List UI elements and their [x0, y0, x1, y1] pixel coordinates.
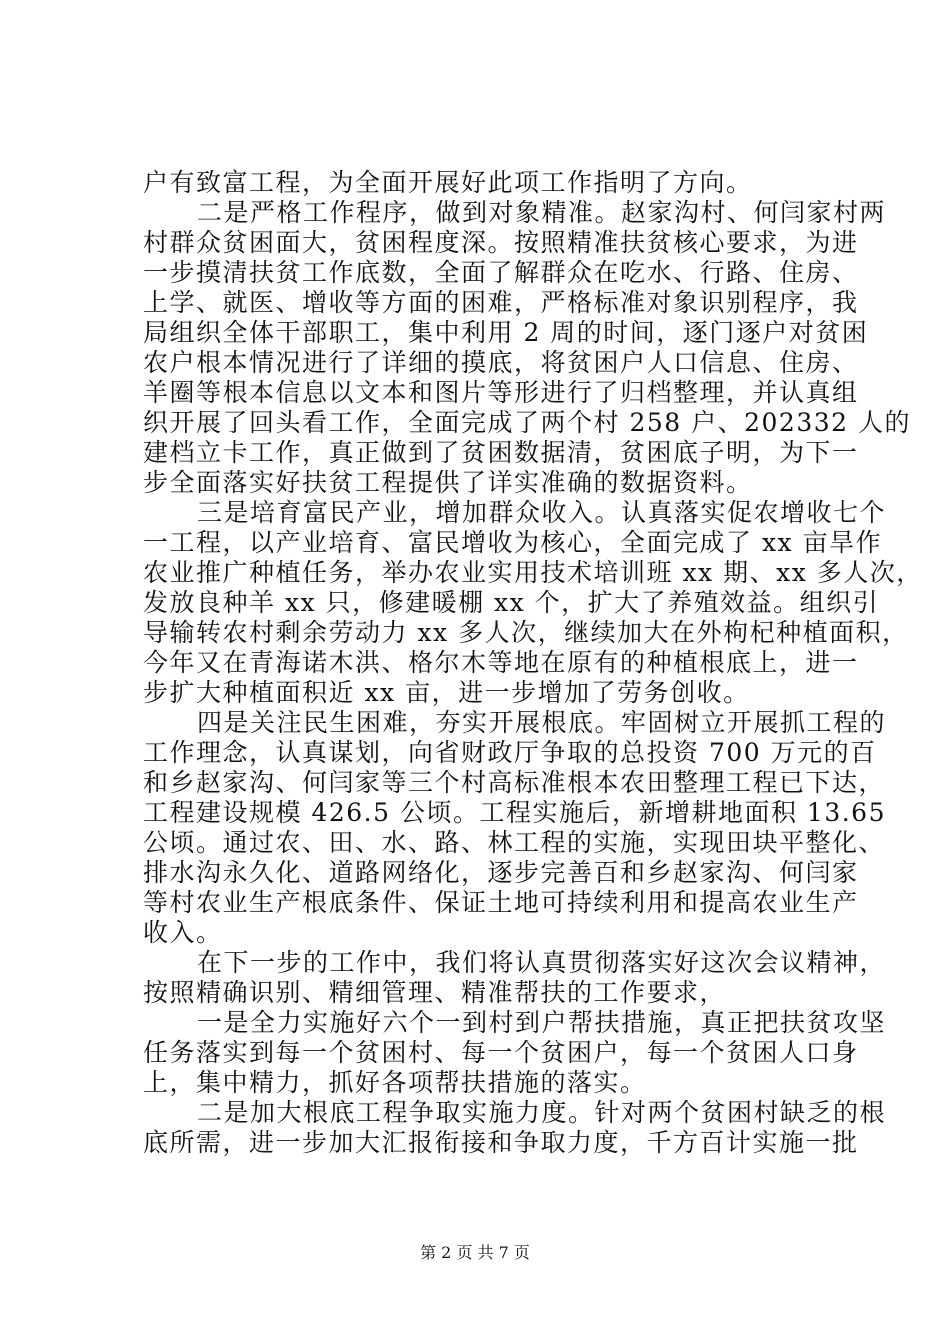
paragraph-first-line: 四是关注民生困难，夯实开展根底。牢固树立开展抓工程的	[197, 708, 887, 737]
text-line: 公顷。通过农、田、水、路、林工程的实施，实现田块平整化、	[143, 828, 886, 857]
text-line: 底所需，进一步加大汇报衔接和争取力度，千方百计实施一批	[143, 1128, 859, 1157]
text-line: 收入。	[143, 918, 223, 947]
text-line: 工程建设规模 426.5 公顷。工程实施后，新增耕地面积 13.65	[143, 798, 886, 827]
text-line: 农户根本情况进行了详细的摸底，将贫困户人口信息、住房、	[143, 348, 859, 377]
text-line: 和乡赵家沟、何闫家等三个村高标准根本农田整理工程已下达，	[143, 768, 886, 797]
text-line: 一步摸清扶贫工作底数，全面了解群众在吃水、行路、住房、	[143, 258, 859, 287]
paragraph-first-line: 三是培育富民产业，增加群众收入。认真落实促农增收七个	[197, 498, 887, 527]
text-line: 羊圈等根本信息以文本和图片等形进行了归档整理，并认真组	[143, 378, 859, 407]
text-line: 步全面落实好扶贫工程提供了详实准确的数据资料。	[143, 468, 753, 497]
text-line: 按照精确识别、精细管理、精准帮扶的工作要求，	[143, 978, 727, 1007]
text-line: 户有致富工程，为全面开展好此项工作指明了方向。	[143, 168, 753, 197]
document-body	[143, 168, 923, 1158]
text-line: 任务落实到每一个贫困村、每一个贫困户，每一个贫困人口身	[143, 1038, 859, 1067]
paragraph-first-line: 一是全力实施好六个一到村到户帮扶措施，真正把扶贫攻坚	[197, 1008, 887, 1037]
text-line: 一工程，以产业培育、富民增收为核心，全面完成了 xx 亩旱作	[143, 528, 883, 557]
text-line: 村群众贫困面大，贫困程度深。按照精准扶贫核心要求，为进	[143, 228, 859, 257]
text-line: 上，集中精力，抓好各项帮扶措施的落实。	[143, 1068, 647, 1097]
paragraph-first-line: 二是加大根底工程争取实施力度。针对两个贫困村缺乏的根	[197, 1098, 887, 1127]
text-line: 等村农业生产根底条件、保证土地可持续利用和提高农业生产	[143, 888, 859, 917]
text-line: 织开展了回头看工作，全面完成了两个村 258 户、202332 人的	[143, 408, 911, 437]
text-line: 局组织全体干部职工，集中利用 2 周的时间，逐门逐户对贫困	[143, 318, 869, 347]
text-line: 导输转农村剩余劳动力 xx 多人次，继续加大在外枸杞种植面积，	[143, 618, 909, 647]
text-line: 农业推广种植任务，举办农业实用技术培训班 xx 期、xx 多人次，	[143, 558, 923, 587]
paragraph-first-line: 二是严格工作程序，做到对象精准。赵家沟村、何闫家村两	[197, 198, 887, 227]
text-line: 上学、就医、增收等方面的困难，严格标准对象识别程序，我	[143, 288, 859, 317]
text-line: 排水沟永久化、道路网络化，逐步完善百和乡赵家沟、何闫家	[143, 858, 859, 887]
text-line: 步扩大种植面积近 xx 亩，进一步增加了劳务创收。	[143, 678, 750, 707]
text-line: 发放良种羊 xx 只，修建暖棚 xx 个，扩大了养殖效益。组织引	[143, 588, 880, 617]
paragraph-first-line: 在下一步的工作中，我们将认真贯彻落实好这次会议精神，	[197, 948, 887, 977]
text-line: 建档立卡工作，真正做到了贫困数据清，贫困底子明，为下一	[143, 438, 859, 467]
text-line: 今年又在青海诺木洪、格尔木等地在原有的种植根底上，进一	[143, 648, 859, 677]
text-line: 工作理念，认真谋划，向省财政厅争取的总投资 700 万元的百	[143, 738, 877, 767]
page-number-footer: 第 2 页 共 7 页	[420, 1243, 530, 1262]
